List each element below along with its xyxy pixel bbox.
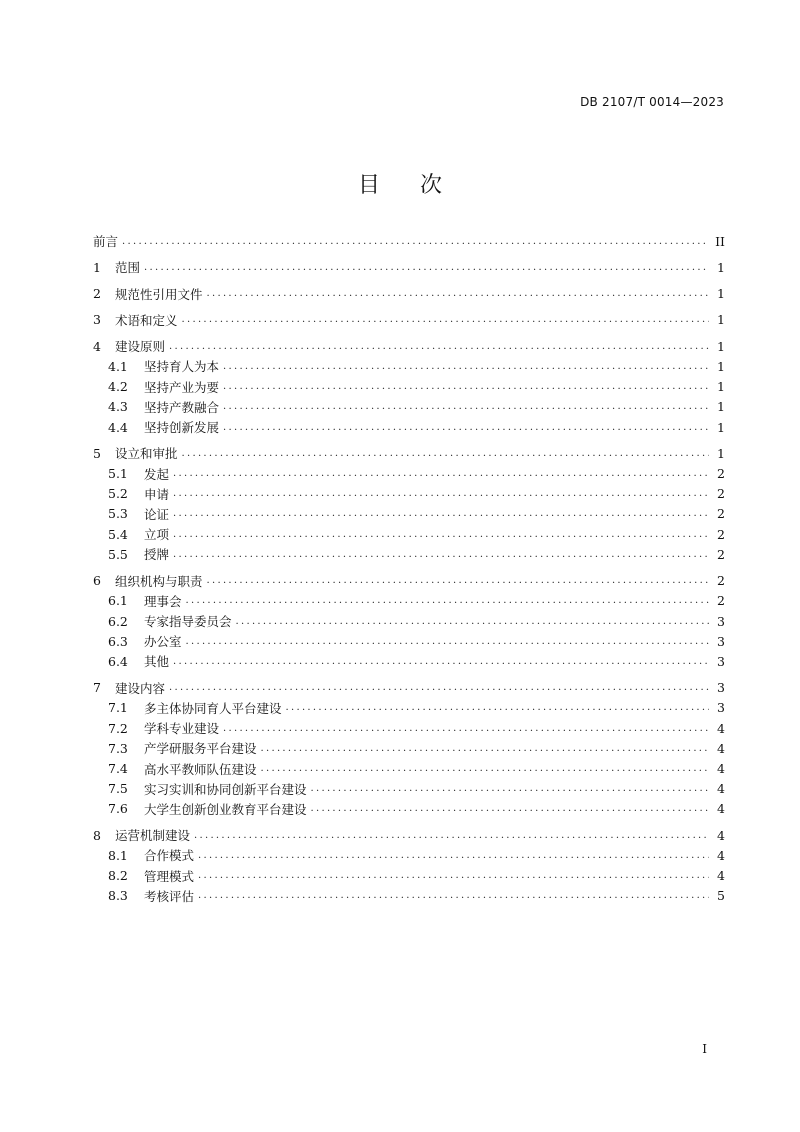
toc-entry[interactable] (93, 544, 725, 564)
toc-entry[interactable] (93, 310, 725, 330)
toc-entry-label: 专家指导委员会 (144, 614, 232, 629)
toc-entry-page: 1 (717, 399, 725, 415)
toc-entry-number: 8.1 (108, 847, 128, 863)
toc-entry-number: 4.2 (108, 379, 128, 395)
toc-entry-page: 1 (717, 259, 725, 275)
toc-entry-number: 7 (93, 680, 101, 696)
toc-entry-page: 1 (717, 286, 725, 302)
toc-entry-label: 高水平教师队伍建设 (144, 761, 257, 777)
dot-leader (223, 381, 709, 392)
toc-entry-label: 理事会 (144, 593, 182, 609)
toc-entry-page: 4 (717, 740, 725, 756)
toc-entry-number: 5.3 (108, 506, 128, 522)
dot-leader (169, 341, 709, 352)
toc-entry-number: 8 (93, 827, 101, 843)
toc-entry-page: 2 (717, 573, 725, 589)
dot-leader (186, 636, 709, 647)
dot-leader (223, 723, 709, 734)
toc-entry[interactable] (93, 866, 725, 886)
toc-entry-label: 办公室 (144, 634, 182, 650)
toc-entry-number: 5.2 (108, 486, 128, 502)
toc-entry-number: 6 (93, 573, 101, 589)
dot-leader (173, 508, 709, 519)
dot-leader (207, 288, 709, 299)
dot-leader (122, 236, 709, 247)
toc-entry-number: 5.1 (108, 466, 128, 481)
toc-entry[interactable] (93, 845, 725, 865)
toc-entry[interactable] (93, 356, 725, 376)
toc-entry-label: 坚持育人为本 (144, 359, 220, 375)
toc-entry-page: 2 (717, 506, 725, 522)
toc-entry-number: 6.3 (108, 633, 128, 649)
dot-leader (236, 616, 709, 627)
dot-leader (223, 422, 709, 433)
toc-entry-number: 6.2 (108, 613, 128, 629)
toc-entry-page: 3 (717, 633, 725, 649)
toc-entry[interactable] (93, 825, 725, 845)
toc-entry-number: 7.5 (108, 781, 128, 797)
dot-leader (198, 850, 709, 861)
toc-entry[interactable] (93, 336, 725, 356)
toc-entry[interactable] (93, 231, 725, 251)
toc-title (0, 168, 800, 199)
toc-entry-label: 考核评估 (144, 888, 195, 904)
toc-entry-page: 2 (717, 593, 725, 609)
toc-entry-page: 1 (717, 445, 725, 461)
toc-entry-number: 2 (93, 286, 101, 302)
dot-leader (182, 314, 709, 325)
toc-entry-number: 6.4 (108, 653, 128, 669)
dot-leader (169, 682, 709, 693)
toc-entry-number: 7.4 (108, 761, 128, 776)
toc-entry[interactable] (93, 417, 725, 437)
toc-entry[interactable] (93, 886, 725, 906)
dot-leader (198, 870, 709, 881)
toc-entry-number: 6.1 (108, 593, 128, 609)
toc-entry[interactable] (93, 799, 725, 819)
toc-entry-number: 7.6 (108, 801, 128, 817)
toc-entry-label: 坚持产教融合 (144, 399, 220, 415)
toc-entry-page: 3 (717, 680, 725, 696)
toc-entry[interactable] (93, 678, 725, 698)
toc-entry-page: II (715, 233, 725, 249)
toc-entry-page: 3 (717, 613, 725, 629)
toc-entry-page: 2 (717, 546, 725, 562)
toc-entry[interactable] (93, 759, 725, 779)
toc-entry-label: 大学生创新创业教育平台建设 (144, 801, 307, 817)
toc-entry-page: 1 (717, 338, 725, 354)
toc-entry[interactable] (93, 718, 725, 738)
toc-entry-page: 1 (717, 312, 725, 328)
toc-entry-page: 2 (717, 466, 725, 481)
dot-leader (173, 656, 709, 667)
toc-entry-number: 7.2 (108, 720, 128, 736)
toc-entry-page: 4 (717, 868, 725, 884)
toc-entry-number: 1 (93, 259, 101, 275)
toc-entry-label: 多主体协同育人平台建设 (144, 700, 282, 716)
toc-entry-label: 学科专业建设 (144, 721, 220, 737)
dot-leader (311, 783, 709, 794)
toc-entry-page: 4 (717, 720, 725, 736)
toc-entry[interactable] (93, 397, 725, 417)
toc-entry-label: 立项 (144, 527, 170, 543)
toc-entry[interactable] (93, 377, 725, 397)
toc-entry-label: 坚持创新发展 (144, 420, 220, 435)
toc-entry-label: 其他 (144, 654, 170, 670)
toc-entry-page: 1 (717, 379, 725, 395)
dot-leader (207, 575, 709, 586)
dot-leader (198, 890, 709, 901)
toc-entry-label: 发起 (144, 466, 170, 482)
toc-entry[interactable] (93, 591, 725, 611)
toc-entry-label: 范围 (115, 260, 141, 276)
toc-entry-page: 3 (717, 700, 725, 716)
toc-entry-page: 4 (717, 761, 725, 776)
toc-entry-number: 7.3 (108, 740, 128, 756)
toc-entry-number: 8.3 (108, 888, 128, 904)
toc-entry-number: 4.3 (108, 399, 128, 415)
toc-entry[interactable] (93, 611, 725, 631)
toc-entry-number: 4.1 (108, 358, 128, 374)
dot-leader (223, 361, 709, 372)
toc-entry[interactable] (93, 524, 725, 544)
toc-entry-label: 合作模式 (144, 848, 195, 864)
toc-entry-label: 规范性引用文件 (115, 286, 203, 302)
toc-entry[interactable] (93, 484, 725, 504)
toc-title-char-2: 次 (420, 173, 443, 198)
toc-entry[interactable] (93, 651, 725, 671)
toc-entry-number: 3 (93, 312, 101, 328)
dot-leader (173, 529, 709, 540)
toc-entry[interactable] (93, 631, 725, 651)
toc-entry-number: 4 (93, 338, 101, 354)
toc-entry-label: 组织机构与职责 (115, 573, 203, 589)
dot-leader (186, 595, 709, 606)
toc-entry-page: 5 (717, 888, 725, 904)
toc-entry[interactable] (93, 738, 725, 758)
toc-entry-label: 前言 (93, 234, 119, 249)
toc-entry[interactable] (93, 779, 725, 799)
toc-entry-label: 申请 (144, 486, 170, 502)
dot-leader (182, 448, 709, 459)
dot-leader (286, 702, 709, 713)
dot-leader (173, 488, 709, 499)
toc-entry-page: 3 (717, 653, 725, 669)
toc-entry-label: 设立和审批 (115, 446, 178, 462)
toc-entry-label: 产学研服务平台建设 (144, 741, 257, 757)
toc-entry-page: 4 (717, 801, 725, 817)
toc-entry-label: 坚持产业为要 (144, 379, 220, 395)
toc-entry-label: 论证 (144, 506, 170, 522)
toc-entry[interactable] (93, 504, 725, 524)
toc-entry[interactable] (93, 571, 725, 591)
toc-entry-label: 管理模式 (144, 868, 195, 884)
toc-entry-page: 1 (717, 358, 725, 374)
toc-entry-number: 5 (93, 445, 101, 461)
dot-leader (173, 549, 709, 560)
dot-leader (144, 262, 709, 273)
toc-entry-label: 实习实训和协同创新平台建设 (144, 781, 307, 797)
toc-entry-label: 建设原则 (115, 339, 166, 355)
toc-entry[interactable] (93, 443, 725, 463)
toc-entry-number: 8.2 (108, 868, 128, 884)
dot-leader (173, 468, 709, 479)
toc-entry-number: 4.4 (108, 419, 128, 435)
toc-entry-page: 4 (717, 847, 725, 863)
dot-leader (223, 401, 709, 412)
toc-entry-label: 运营机制建设 (115, 828, 191, 844)
toc-entry[interactable] (93, 284, 725, 304)
toc-entry-page: 4 (717, 781, 725, 797)
toc-entry-page: 2 (717, 486, 725, 502)
toc-entry-number: 7.1 (108, 700, 128, 716)
document-code: DB 2107/T 0014—2023 (580, 95, 724, 109)
toc-entry-number: 5.4 (108, 526, 128, 542)
toc-entry-page: 4 (717, 827, 725, 843)
toc-title-char-1: 目 (357, 173, 380, 198)
toc-entry-number: 5.5 (108, 546, 128, 562)
toc-entry-page: 2 (717, 526, 725, 542)
dot-leader (311, 803, 709, 814)
dot-leader (194, 830, 709, 841)
footer-page-number: I (702, 1042, 707, 1056)
dot-leader (261, 743, 709, 754)
toc-entry[interactable] (93, 464, 725, 484)
toc-entry-page: 1 (717, 419, 725, 435)
toc-entry[interactable] (93, 257, 725, 277)
toc-entry[interactable] (93, 698, 725, 718)
toc-entry-label: 术语和定义 (115, 312, 178, 328)
dot-leader (261, 763, 709, 774)
toc-entry-label: 授牌 (144, 547, 170, 563)
toc-entry-label: 建设内容 (115, 680, 166, 696)
